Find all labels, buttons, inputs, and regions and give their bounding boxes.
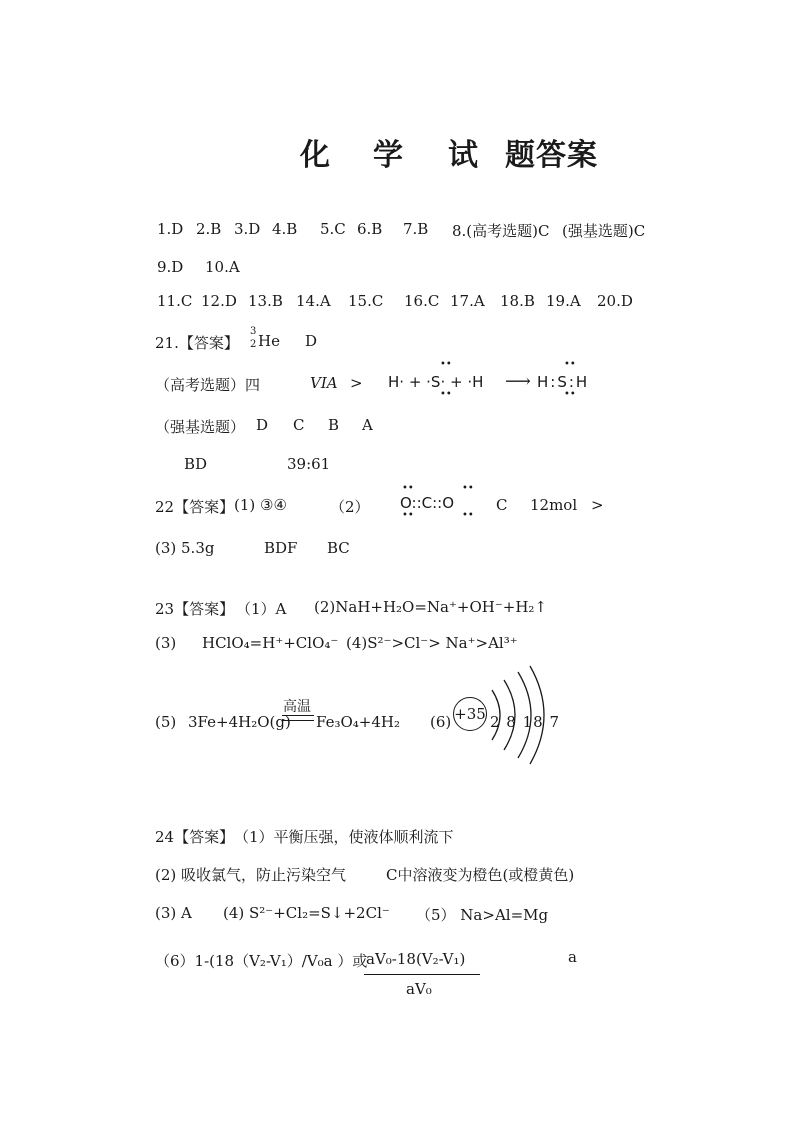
q24-a: a: [568, 948, 577, 966]
q21-group: VIA: [310, 374, 338, 392]
q21-equation-lhs: H· + ·S· + ·H: [388, 373, 484, 391]
electron-shells-icon: [480, 660, 560, 770]
electron-dots-icon: ••: [440, 359, 452, 370]
q24-part-5: （5） Na>Al=Mg: [416, 906, 549, 924]
q23-part-6-label: (6): [430, 713, 452, 731]
answer-1: 1.D: [157, 220, 184, 238]
answer-2: 2.B: [196, 220, 222, 238]
answer-16: 16.C: [404, 292, 440, 310]
q23-part-3-label: (3): [155, 634, 177, 652]
q23-shells: 2 8 18 7: [490, 713, 561, 731]
q23-reaction-rhs: Fe₃O₄+4H₂: [316, 713, 400, 731]
q22-mol: 12mol: [530, 496, 578, 514]
q22-greater: >: [591, 496, 604, 514]
answer-12: 12.D: [201, 292, 237, 310]
q21-bd: BD: [184, 455, 208, 473]
q22-bc: BC: [327, 539, 350, 557]
q21-head: 21.【答案】: [155, 334, 239, 352]
q24-part-2: (2) 吸收氯气，防止污染空气: [155, 866, 347, 884]
q24-head: 24【答案】: [155, 828, 235, 846]
q23-head: 23【答案】: [155, 600, 235, 618]
nucleus-icon: +35: [453, 697, 487, 731]
q22-co2-structure: O::C::O: [400, 494, 455, 512]
q22-bdf: BDF: [264, 539, 298, 557]
q24-fraction-denominator: aV₀: [406, 980, 432, 998]
q21-he-symbol: He: [258, 332, 280, 350]
q23-part-5-label: (5): [155, 713, 177, 731]
answer-15: 15.C: [348, 292, 384, 310]
q21-qiangji-label: （强基选题）: [155, 418, 246, 436]
q23-reaction-lhs: 3Fe+4H₂O(g): [188, 713, 291, 731]
answer-19: 19.A: [546, 292, 581, 310]
q24-part-6: （6）1-(18（V₂-V₁）/V₀a ）或: [155, 952, 368, 970]
q21-gaokao-label: （高考选题）四: [155, 376, 261, 394]
q21-greater: >: [350, 374, 363, 392]
q23-condition: 高温: [283, 699, 311, 715]
answer-7: 7.B: [403, 220, 429, 238]
electron-dots-icon: ••: [462, 483, 474, 494]
answer-14: 14.A: [296, 292, 331, 310]
fraction-bar: [364, 974, 480, 975]
q22-head: 22【答案】: [155, 498, 235, 516]
q24-part-1: （1）平衡压强，使液体顺利流下: [234, 828, 454, 846]
electron-dots-icon: ••: [402, 510, 414, 521]
answer-6: 6.B: [357, 220, 383, 238]
answer-10: 10.A: [205, 258, 240, 276]
q21-qj-1: D: [256, 416, 269, 434]
electron-dots-icon: ••: [440, 389, 452, 400]
q21-he-mass: 3: [250, 326, 257, 337]
q22-part-2: （2）: [330, 498, 370, 516]
arrow-right-icon: ⟶: [505, 371, 531, 392]
title-char-2: 学: [373, 138, 404, 173]
q23-hclo4: HClO₄=H⁺+ClO₄⁻: [202, 634, 339, 652]
answer-13: 13.B: [248, 292, 283, 310]
q21-qj-3: B: [328, 416, 340, 434]
q22-part-1: (1) ③④: [234, 496, 287, 514]
q22-c: C: [496, 496, 508, 514]
q24-part-3: (3) A: [155, 904, 192, 922]
answer-11: 11.C: [157, 292, 193, 310]
q21-he-number: 2: [250, 339, 257, 350]
electron-dots-icon: ••: [564, 359, 576, 370]
electron-dots-icon: ••: [462, 510, 474, 521]
q23-part-2: (2)NaH+H₂O=Na⁺+OH⁻+H₂↑: [314, 598, 548, 616]
title-char-4: 题答案: [505, 138, 598, 173]
q22-part-3: (3) 5.3g: [155, 539, 215, 557]
answer-18: 18.B: [500, 292, 535, 310]
q21-ratio: 39:61: [287, 455, 331, 473]
q23-part-1: （1）A: [236, 600, 287, 618]
q21-answer: D: [305, 332, 318, 350]
answer-8-gaokao: 8.(高考选题)C: [452, 222, 550, 240]
q21-qj-2: C: [293, 416, 305, 434]
equal-sign-icon: [282, 715, 314, 721]
q24-fraction-numerator: aV₀-18(V₂-V₁): [366, 950, 466, 968]
electron-dots-icon: ••: [564, 389, 576, 400]
answer-17: 17.A: [450, 292, 485, 310]
page-title: [0, 130, 800, 173]
answer-20: 20.D: [597, 292, 633, 310]
answer-3: 3.D: [234, 220, 261, 238]
answer-5: 5.C: [320, 220, 346, 238]
q24-part-4: (4) S²⁻+Cl₂=S↓+2Cl⁻: [223, 904, 390, 922]
electron-dots-icon: ••: [402, 483, 414, 494]
answer-9: 9.D: [157, 258, 184, 276]
q23-part-4: (4)S²⁻>Cl⁻> Na⁺>Al³⁺: [346, 634, 518, 652]
title-char-3: 试: [448, 138, 479, 173]
q21-qj-4: A: [362, 416, 373, 434]
title-char-1: 化: [300, 138, 331, 173]
q21-equation-rhs: H:S:H: [537, 373, 590, 391]
answer-8-qiangji: (强基选题)C: [562, 222, 646, 240]
q24-part-2b: C中溶液变为橙色(或橙黄色): [386, 866, 575, 884]
answer-4: 4.B: [272, 220, 298, 238]
